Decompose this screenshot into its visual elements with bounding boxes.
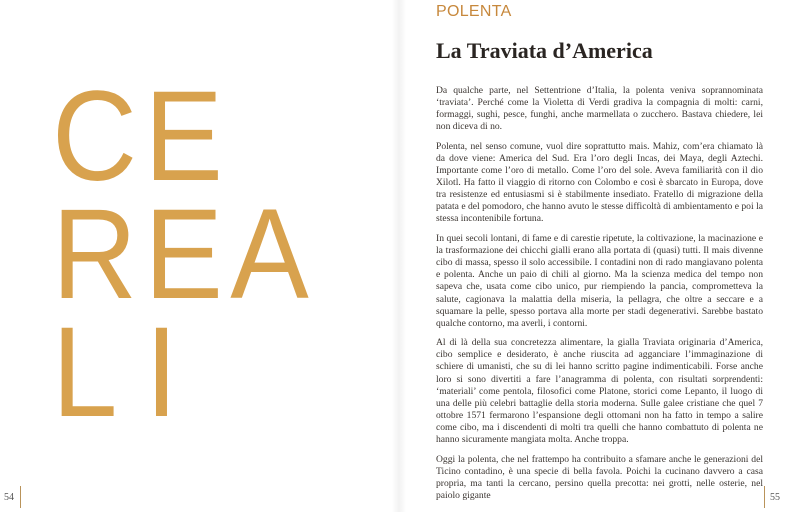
big-text-row-2: REA — [52, 183, 317, 326]
page-number-right: 55 — [770, 492, 780, 503]
big-text-row-1: CE — [52, 65, 231, 208]
paragraph: In quei secoli lontani, di fame e di carestie ripetute, la coltivazione, la macinazione e la trasformazione dei chicchi gialli erano alla portata di (quasi) tutti. Il mais divenne cibo di massa, spesso il solo accessibile. I contadini non di rado mangiavano polenta e polenta. Anche un paio di chili al giorno. Ma la scienza medica del tempo non sapeva che, usata come cibo unico, pur riempiendo la pancia, comprometteva la salute, cagionava la malattia della miseria, la pellagra, che oltre a seccare e a squamare la pelle, spesso portava alla morte per stadi degenerativi. Sarebbe bastato qualche contorno, ma averli, i contorni. — [436, 233, 763, 329]
page-number-right-rule — [764, 486, 765, 508]
section-label: POLENTA — [436, 3, 512, 20]
page-number-left: 54 — [4, 492, 14, 503]
paragraph: Al di là della sua concretezza alimentare, la gialla Traviata originaria d’America, cibo semplice e desiderato, è anche riuscita ad agganciare l’immaginazione di schiere di umanisti, che su di lei hanno scritto pagine indimenticabili. Forse anche loro si sono divertiti a fare l’anagramma di polenta, con risultati sorprendenti: ‘materiali’ come pentola, filosofici come Platone, storici come Lepanto, il luogo di una delle più celebri battaglie della storia moderna. Sulle galee cristiane che quel 7 ottobre 1571 fermarono l’espansione degli ottomani non ha fatto in tempo a salire come cibo, ma i discendenti di molti tra quelli che hanno combattuto di polenta ne hanno sicuramente mangiata molta. Anche troppa. — [436, 337, 763, 446]
big-text-row-3: LI — [52, 301, 206, 444]
paragraph: Oggi la polenta, che nel frattempo ha contribuito a sfamare anche le generazioni del Ticino contadino, è una specie di bella favola. Poichi la cucinano davvero a casa propria, ma tanti la cercano, persino quella precotta: nei grotti, nelle osterie, nel paiolo gigante — [436, 453, 763, 501]
paragraph: Polenta, nel senso comune, vuol dire soprattutto mais. Mahiz, com’era chiamato là da dove viene: America del Sud. Era l’oro degli Incas, dei Maya, degli Aztechi. Importante come l’oro di metallo. Come l’oro del sole. Aveva familiarità con il dio Xilotl. Ha fatto il viaggio di ritorno con Colombo e così è sbarcato in Europa, dove tra resistenze ed entusiasmi si è stabilmente insediato. Fratello di migrazione della patata e del pomodoro, che hanno avuto le stesse difficoltà di ambientamento e poi la stessa incontenibile fortuna. — [436, 140, 763, 225]
article-body — [436, 85, 763, 510]
paragraph: Da qualche parte, nel Settentrione d’Italia, la polenta veniva soprannominata ‘traviata’. Perché come la Violetta di Verdi gradiva la compagnia di molti: carni, formaggi, sughi, pesce, funghi, anche marmellata o zucchero. Bastava chiedere, lei non diceva di no. — [436, 85, 763, 133]
gutter-shadow — [392, 0, 406, 512]
page-number-left-rule — [20, 486, 21, 508]
cereali-display-text — [52, 65, 317, 448]
page-title: La Traviata d’America — [436, 38, 653, 63]
